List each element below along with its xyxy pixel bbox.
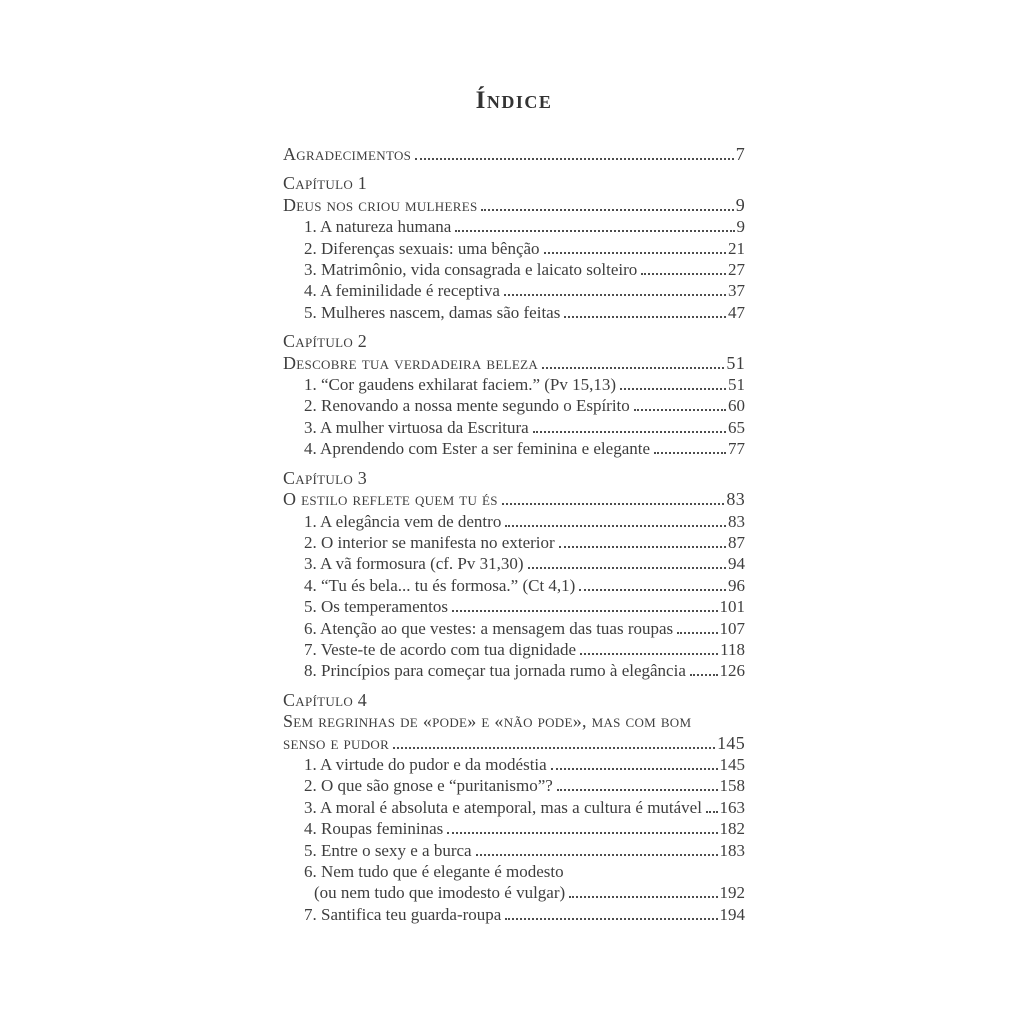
- toc-entry: [283, 553, 745, 574]
- toc-entry-label: 2. Diferenças sexuais: uma bênção: [304, 238, 540, 258]
- toc-entry-page-number: 101: [719, 597, 745, 617]
- toc-entry: [283, 733, 745, 754]
- dot-leader: [533, 431, 726, 433]
- toc-entry-page-number: 77: [728, 439, 745, 459]
- dot-leader: [505, 918, 717, 920]
- toc-entry-page-number: 21: [728, 238, 745, 258]
- toc-entry-label: 1. A virtude do pudor e da modéstia: [304, 754, 547, 774]
- dot-leader: [447, 832, 717, 834]
- toc-entry: [283, 861, 745, 882]
- toc-entry-label: 4. “Tu és bela... tu és formosa.” (Ct 4,1): [304, 575, 576, 595]
- toc-entry-page-number: 182: [719, 819, 745, 839]
- toc-entry-label: Agradecimentos: [283, 144, 412, 164]
- toc-entry-page-number: 65: [728, 417, 745, 437]
- dot-leader: [706, 811, 718, 813]
- toc-entry: [283, 575, 745, 596]
- toc-entry-page-number: 47: [728, 302, 745, 322]
- toc-entry-page-number: 163: [719, 797, 745, 817]
- dot-leader: [551, 768, 718, 770]
- dot-leader: [634, 409, 726, 411]
- toc-entry-label: 7. Santifica teu guarda-roupa: [304, 904, 502, 924]
- toc-entry: [283, 438, 745, 459]
- toc-entry: [283, 259, 745, 280]
- toc-entry-page-number: 9: [736, 217, 745, 237]
- toc-list: [283, 144, 745, 925]
- dot-leader: [559, 546, 726, 548]
- toc-entry-page-number: 183: [719, 840, 745, 860]
- dot-leader: [677, 632, 717, 634]
- dot-leader: [580, 653, 718, 655]
- toc-entry-label: 3. A moral é absoluta e atemporal, mas a cultura é mutável: [304, 797, 702, 817]
- toc-entry: [283, 618, 745, 639]
- toc-entry-page-number: 83: [728, 511, 745, 531]
- dot-leader: [544, 252, 726, 254]
- toc-entry-label: 6. Atenção ao que vestes: a mensagem das tuas roupas: [304, 618, 674, 638]
- toc-entry: [283, 395, 745, 416]
- toc-entry-label: 3. A vã formosura (cf. Pv 31,30): [304, 554, 524, 574]
- toc-entry-label: Deus nos criou mulheres: [283, 194, 478, 215]
- toc-entry: [283, 639, 745, 660]
- toc-entry-label: senso e pudor: [283, 732, 390, 753]
- toc-entry: [283, 173, 745, 194]
- toc-entry-page-number: 27: [728, 260, 745, 280]
- toc-entry-label: 6. Nem tudo que é elegante é modesto: [304, 862, 564, 881]
- toc-entry: [283, 144, 745, 165]
- toc-entry: [283, 302, 745, 323]
- toc-entry: [283, 417, 745, 438]
- toc-entry-label: 2. O que são gnose e “puritanismo”?: [304, 776, 553, 796]
- toc-entry: [283, 195, 745, 216]
- toc-entry: [283, 904, 745, 925]
- toc-entry-page-number: 60: [728, 396, 745, 416]
- toc-entry: [283, 353, 745, 374]
- dot-leader: [654, 452, 726, 454]
- toc-entry-label: Capítulo 2: [283, 331, 368, 352]
- toc-entry-label: O estilo reflete quem tu és: [283, 489, 498, 510]
- dot-leader: [641, 273, 726, 275]
- toc-entry-page-number: 145: [719, 754, 745, 774]
- toc-entry: [283, 754, 745, 775]
- toc-entry-label: 5. Mulheres nascem, damas são feitas: [304, 302, 561, 322]
- dot-leader: [455, 230, 734, 232]
- dot-leader: [502, 503, 725, 505]
- toc-entry-page-number: 9: [735, 194, 745, 215]
- dot-leader: [393, 747, 715, 749]
- toc-entry: [283, 596, 745, 617]
- toc-entry-label: 4. Aprendendo com Ester a ser feminina e elegante: [304, 439, 651, 459]
- toc-entry-label: 1. A elegância vem de dentro: [304, 511, 502, 531]
- toc-entry-label: 2. O interior se manifesta no exterior: [304, 532, 555, 552]
- toc-entry-label: (ou nem tudo que imodesto é vulgar): [314, 883, 566, 903]
- toc-entry-label: 5. Entre o sexy e a burca: [304, 840, 472, 860]
- toc-entry-label: 5. Os temperamentos: [304, 597, 448, 617]
- toc-entry-page-number: 87: [728, 532, 745, 552]
- toc-entry-label: 8. Princípios para começar tua jornada rumo à elegância: [304, 661, 686, 681]
- toc-entry-page-number: 96: [728, 575, 745, 595]
- toc-entry-page-number: 83: [726, 489, 745, 510]
- dot-leader: [504, 294, 726, 296]
- toc-entry: [283, 216, 745, 237]
- toc-entry: [283, 840, 745, 861]
- toc-entry-page-number: 194: [719, 904, 745, 924]
- toc-entry: [283, 882, 745, 903]
- toc-entry-label: 4. A feminilidade é receptiva: [304, 281, 500, 301]
- toc-entry-label: Capítulo 4: [283, 689, 368, 710]
- dot-leader: [476, 854, 718, 856]
- toc-entry-page-number: 107: [719, 618, 745, 638]
- toc-entry-label: Descobre tua verdadeira beleza: [283, 352, 539, 373]
- table-of-contents-page: [283, 86, 745, 925]
- toc-entry: [283, 818, 745, 839]
- toc-entry: [283, 331, 745, 352]
- dot-leader: [690, 674, 718, 676]
- toc-entry-page-number: 118: [720, 639, 745, 659]
- toc-entry-page-number: 51: [726, 352, 745, 373]
- dot-leader: [569, 896, 717, 898]
- page-title: Índice: [475, 87, 553, 114]
- toc-entry: [283, 660, 745, 681]
- toc-entry: [283, 711, 745, 732]
- toc-entry-label: 7. Veste-te de acordo com tua dignidade: [304, 639, 577, 659]
- toc-entry: [283, 238, 745, 259]
- toc-entry-page-number: 158: [719, 776, 745, 796]
- toc-entry: [283, 489, 745, 510]
- dot-leader: [415, 158, 733, 160]
- dot-leader: [557, 789, 718, 791]
- dot-leader: [481, 209, 733, 211]
- toc-entry-page-number: 192: [719, 883, 745, 903]
- dot-leader: [505, 525, 726, 527]
- toc-entry: [283, 374, 745, 395]
- toc-entry-label: 4. Roupas femininas: [304, 819, 444, 839]
- toc-entry-label: 1. A natureza humana: [304, 217, 452, 237]
- dot-leader: [579, 589, 726, 591]
- toc-entry: [283, 280, 745, 301]
- dot-leader: [528, 567, 726, 569]
- toc-entry-page-number: 94: [728, 554, 745, 574]
- toc-entry: [283, 532, 745, 553]
- dot-leader: [452, 610, 718, 612]
- toc-entry-label: Capítulo 3: [283, 467, 368, 488]
- toc-entry-label: 2. Renovando a nossa mente segundo o Espírito: [304, 396, 630, 416]
- toc-entry: [283, 775, 745, 796]
- toc-entry: [283, 511, 745, 532]
- toc-entry-page-number: 145: [717, 732, 745, 753]
- toc-entry-label: 3. A mulher virtuosa da Escritura: [304, 417, 529, 437]
- toc-entry: [283, 690, 745, 711]
- dot-leader: [620, 388, 726, 390]
- toc-entry-page-number: 7: [735, 144, 745, 164]
- toc-entry-label: Sem regrinhas de «pode» e «não pode», mas com bom: [283, 711, 692, 732]
- toc-entry-label: 1. “Cor gaudens exhilarat faciem.” (Pv 15,13): [304, 375, 617, 395]
- toc-entry: [283, 797, 745, 818]
- toc-entry-page-number: 37: [728, 281, 745, 301]
- toc-entry: [283, 468, 745, 489]
- toc-entry-page-number: 51: [728, 375, 745, 395]
- dot-leader: [564, 316, 726, 318]
- toc-entry-page-number: 126: [719, 661, 745, 681]
- toc-entry-label: 3. Matrimônio, vida consagrada e laicato solteiro: [304, 260, 638, 280]
- dot-leader: [542, 367, 724, 369]
- toc-entry-label: Capítulo 1: [283, 173, 368, 194]
